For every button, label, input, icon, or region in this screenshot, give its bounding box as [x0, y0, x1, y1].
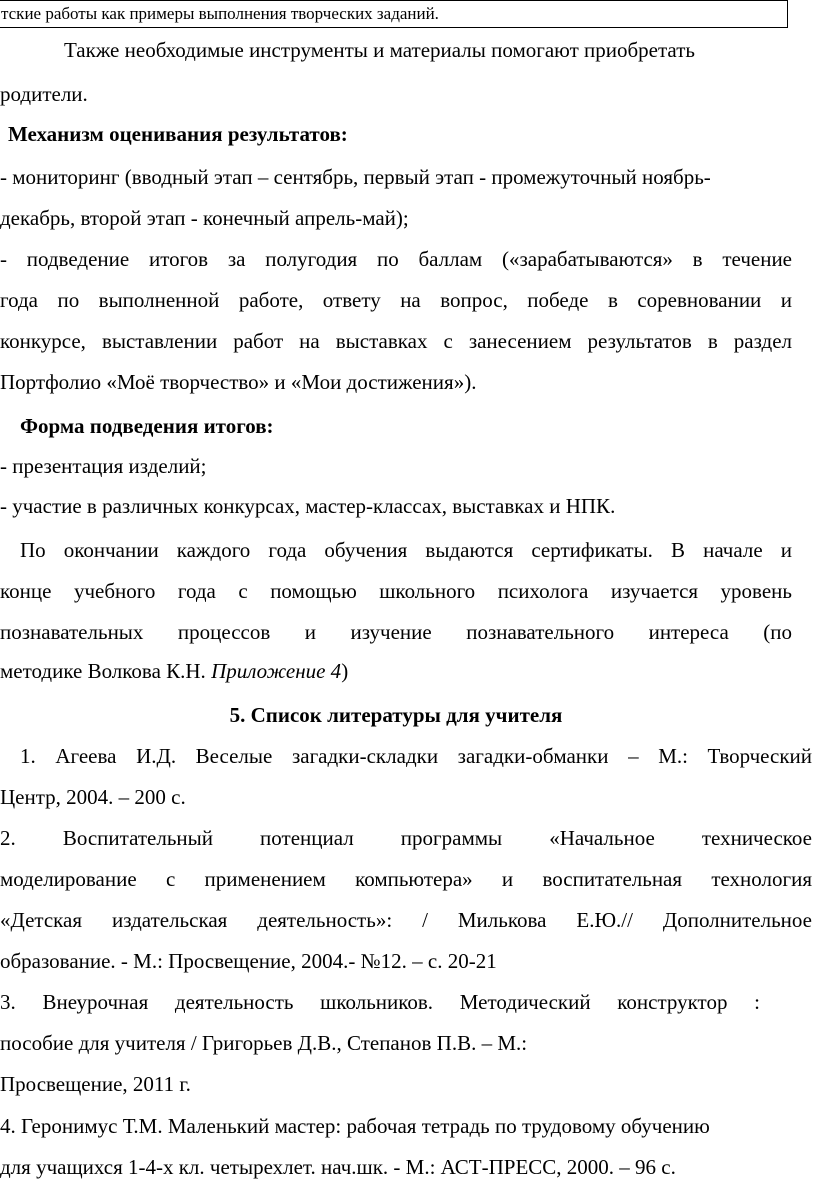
cert-line4-close: ): [341, 659, 349, 683]
para-tools-line1: Также необходимые инструменты и материалы помогают приобретать: [64, 38, 695, 62]
cert-line4: [0, 657, 800, 685]
form-item-participation: - участие в различных конкурсах, мастер-классах, выставках и НПК.: [0, 494, 616, 518]
ref4-line2: для учащихся 1-4-х кл. четырехлет. нач.шк. - М.: АСТ-ПРЕСС, 2000. – 96 с.: [0, 1155, 676, 1179]
heading-assessment: Механизм оценивания результатов:: [8, 122, 348, 146]
summary-line4: Портфолио «Моё творчество» и «Мои достижения»).: [0, 370, 477, 394]
cert-line1: По окончании каждого года обучения выдаются сертификаты. В начале и: [20, 538, 792, 562]
ref3-line3: Просвещение, 2011 г.: [0, 1072, 191, 1096]
ref2-line2: моделирование с применением компьютера» и воспитательная технология: [0, 867, 812, 891]
ref3-line2: пособие для учителя / Григорьев Д.В., Степанов П.В. – М.:: [0, 1031, 528, 1055]
appendix-reference: Приложение 4: [211, 659, 342, 683]
top-note-box: [0, 0, 788, 28]
cert-line3: познавательных процессов и изучение познавательного интереса (по: [0, 620, 792, 644]
ref2-line1: 2. Воспитательный потенциал программы «Начальное техническое: [0, 826, 812, 850]
form-item-presentation: - презентация изделий;: [0, 454, 207, 478]
ref1-line1: 1. Агеева И.Д. Веселые загадки-складки загадки-обманки – М.: Творческий: [20, 744, 812, 768]
heading-summary-form: Форма подведения итогов:: [20, 414, 274, 438]
heading-literature: 5. Список литературы для учителя: [229, 703, 563, 727]
summary-line3: конкурсе, выставлении работ на выставках с занесением результатов в раздел: [0, 329, 792, 353]
monitoring-line2: декабрь, второй этап - конечный апрель-май);: [0, 206, 409, 230]
ref4-line1: 4. Геронимус Т.М. Маленький мастер: рабочая тетрадь по трудовому обучению: [0, 1114, 710, 1138]
para-tools-line2: родители.: [0, 82, 88, 106]
top-note-text: тские работы как примеры выполнения творческих заданий.: [1, 4, 439, 23]
cert-line4-text: методике Волкова К.Н.: [0, 659, 212, 683]
ref2-line4: образование. - М.: Просвещение, 2004.- №12. – с. 20-21: [0, 949, 497, 973]
summary-line2: года по выполненной работе, ответу на вопрос, победе в соревновании и: [0, 288, 792, 312]
ref1-line2: Центр, 2004. – 200 с.: [0, 785, 186, 809]
ref2-line3: «Детская издательская деятельность»: / Милькова Е.Ю.// Дополнительное: [0, 908, 812, 932]
summary-line1: - подведение итогов за полугодия по баллам («зарабатываются» в течение: [0, 247, 792, 271]
ref3-line1: 3. Внеурочная деятельность школьников. Методический конструктор :: [0, 990, 760, 1014]
monitoring-line1: - мониторинг (вводный этап – сентябрь, первый этап - промежуточный ноябрь-: [0, 165, 711, 189]
cert-line2: конце учебного года с помощью школьного психолога изучается уровень: [0, 579, 792, 603]
